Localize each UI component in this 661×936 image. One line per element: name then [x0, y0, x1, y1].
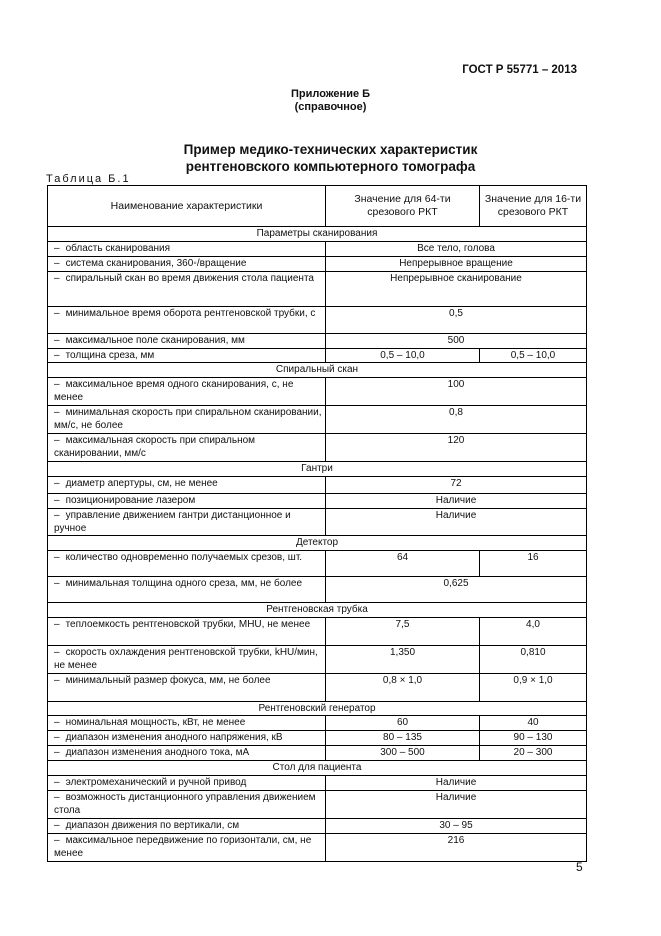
dash-marker: – [54, 478, 60, 489]
dash-marker: – [54, 792, 60, 803]
value-16-cell: 16 [480, 551, 587, 577]
value-cell: Наличие [326, 494, 587, 509]
value-cell: 0,8 [326, 406, 587, 434]
characteristic-cell [48, 819, 326, 834]
table-row [48, 716, 587, 731]
dash-marker: – [54, 258, 60, 269]
characteristic-name: максимальное поле сканирования, мм [65, 335, 245, 346]
characteristic-name: диапазон изменения анодного тока, мА [65, 747, 250, 758]
table-label: Таблица Б.1 [46, 173, 131, 185]
characteristic-cell [48, 776, 326, 791]
characteristic-cell [48, 731, 326, 746]
characteristic-cell [48, 618, 326, 646]
document-title [0, 141, 661, 175]
table-row [48, 477, 587, 494]
characteristic-name: толщина среза, мм [65, 350, 155, 361]
title-line-1: Пример медико-технических характеристик [183, 142, 478, 157]
value-cell: 100 [326, 378, 587, 406]
table-row [48, 494, 587, 509]
section-title: Рентгеновская трубка [48, 603, 587, 618]
value-16-cell: 20 – 300 [480, 746, 587, 761]
table-row [48, 509, 587, 536]
value-64-cell: 300 – 500 [326, 746, 480, 761]
characteristic-cell [48, 477, 326, 494]
table-row [48, 746, 587, 761]
table-header-row [48, 186, 587, 227]
characteristic-name: минимальная скорость при спиральном сканировании, мм/с, не более [54, 407, 322, 431]
characteristic-cell [48, 834, 326, 862]
dash-marker: – [54, 407, 60, 418]
section-row [48, 603, 587, 618]
characteristic-name: возможность дистанционного управления движением стола [54, 792, 316, 816]
value-64-cell: 1,350 [326, 646, 480, 674]
characteristic-cell [48, 307, 326, 334]
value-64-cell: 80 – 135 [326, 731, 480, 746]
characteristic-name: минимальное время оборота рентгеновской трубки, с [65, 308, 316, 319]
section-row [48, 536, 587, 551]
dash-marker: – [54, 647, 60, 658]
section-title: Стол для пациента [48, 761, 587, 776]
value-cell: Наличие [326, 776, 587, 791]
table-row [48, 577, 587, 603]
value-16-cell: 90 – 130 [480, 731, 587, 746]
dash-marker: – [54, 732, 60, 743]
dash-marker: – [54, 243, 60, 254]
title-line-2: рентгеновского компьютерного томографа [185, 159, 476, 174]
value-64-cell: 7,5 [326, 618, 480, 646]
characteristic-name: спиральный скан во время движения стола пациента [65, 273, 314, 284]
dash-marker: – [54, 510, 60, 521]
value-64-cell: 0,8 × 1,0 [326, 674, 480, 702]
table-row [48, 776, 587, 791]
section-title: Рентгеновский генератор [48, 702, 587, 716]
table-row [48, 349, 587, 363]
value-cell: Наличие [326, 509, 587, 536]
characteristic-cell [48, 551, 326, 577]
appendix-heading [0, 88, 661, 114]
section-title: Спиральный скан [48, 363, 587, 378]
dash-marker: – [54, 273, 60, 284]
value-16-cell: 0,810 [480, 646, 587, 674]
dash-marker: – [54, 335, 60, 346]
characteristic-cell [48, 674, 326, 702]
appendix-subtitle: (справочное) [294, 101, 367, 113]
characteristic-name: теплоемкость рентгеновской трубки, MHU, не менее [65, 619, 311, 630]
dash-marker: – [54, 747, 60, 758]
characteristic-cell [48, 242, 326, 257]
dash-marker: – [54, 675, 60, 686]
characteristic-cell [48, 791, 326, 819]
characteristic-name: минимальный размер фокуса, мм, не более [65, 675, 271, 686]
characteristic-cell [48, 509, 326, 536]
table-row [48, 257, 587, 272]
characteristic-cell [48, 646, 326, 674]
table-row [48, 272, 587, 307]
section-row [48, 702, 587, 716]
dash-marker: – [54, 308, 60, 319]
section-row [48, 363, 587, 378]
table-row [48, 378, 587, 406]
value-16-cell: 0,5 – 10,0 [480, 349, 587, 363]
characteristic-name: максимальное время одного сканирования, с, не менее [54, 379, 294, 403]
value-64-cell: 0,5 – 10,0 [326, 349, 480, 363]
characteristic-name: минимальная толщина одного среза, мм, не более [65, 578, 303, 589]
value-16-cell: 40 [480, 716, 587, 731]
characteristic-name: количество одновременно получаемых срезов, шт. [65, 552, 303, 563]
header-16: Значение для 16-ти срезового РКТ [480, 186, 587, 227]
table-row [48, 551, 587, 577]
table-row [48, 334, 587, 349]
value-16-cell: 0,9 × 1,0 [480, 674, 587, 702]
section-title: Гантри [48, 462, 587, 477]
characteristic-name: максимальная скорость при спиральном сканировании, мм/с [54, 435, 256, 459]
table-row [48, 646, 587, 674]
characteristic-name: диапазон движения по вертикали, см [65, 820, 240, 831]
section-title: Параметры сканирования [48, 227, 587, 242]
characteristic-cell [48, 378, 326, 406]
value-cell: 500 [326, 334, 587, 349]
value-cell: 72 [326, 477, 587, 494]
table-row [48, 307, 587, 334]
header-name: Наименование характеристики [48, 186, 326, 227]
characteristic-cell [48, 716, 326, 731]
dash-marker: – [54, 717, 60, 728]
dash-marker: – [54, 552, 60, 563]
section-title: Детектор [48, 536, 587, 551]
value-cell: Все тело, голова [326, 242, 587, 257]
characteristic-name: диаметр апертуры, см, не менее [65, 478, 218, 489]
page-number: 5 [576, 860, 583, 874]
characteristic-name: скорость охлаждения рентгеновской трубки, kHU/мин, не менее [54, 647, 318, 671]
section-row [48, 462, 587, 477]
value-cell: 216 [326, 834, 587, 862]
characteristic-cell [48, 334, 326, 349]
characteristic-cell [48, 406, 326, 434]
document-code: ГОСТ Р 55771 – 2013 [462, 64, 577, 76]
specs-table [47, 185, 587, 862]
characteristic-name: диапазон изменения анодного напряжения, кВ [65, 732, 283, 743]
characteristic-cell [48, 746, 326, 761]
characteristic-name: позиционирование лазером [65, 495, 196, 506]
characteristic-cell [48, 577, 326, 603]
characteristic-name: управление движением гантри дистанционное и ручное [54, 510, 291, 534]
characteristic-name: номинальная мощность, кВт, не менее [65, 717, 246, 728]
table-row [48, 618, 587, 646]
dash-marker: – [54, 350, 60, 361]
characteristic-name: область сканирования [65, 243, 171, 254]
value-16-cell: 4,0 [480, 618, 587, 646]
appendix-title: Приложение Б [290, 88, 371, 100]
characteristic-name: электромеханический и ручной привод [65, 777, 247, 788]
characteristic-name: максимальное передвижение по горизонтали, см, не менее [54, 835, 312, 859]
characteristic-cell [48, 257, 326, 272]
section-row [48, 227, 587, 242]
value-cell: Непрерывное сканирование [326, 272, 587, 307]
dash-marker: – [54, 435, 60, 446]
dash-marker: – [54, 777, 60, 788]
value-64-cell: 64 [326, 551, 480, 577]
dash-marker: – [54, 578, 60, 589]
value-cell: 0,5 [326, 307, 587, 334]
dash-marker: – [54, 835, 60, 846]
section-row [48, 761, 587, 776]
dash-marker: – [54, 619, 60, 630]
characteristic-cell [48, 272, 326, 307]
table-row [48, 674, 587, 702]
characteristic-cell [48, 434, 326, 462]
table-row [48, 819, 587, 834]
table-row [48, 731, 587, 746]
value-cell: 30 – 95 [326, 819, 587, 834]
characteristic-cell [48, 494, 326, 509]
dash-marker: – [54, 820, 60, 831]
dash-marker: – [54, 495, 60, 506]
value-cell: 120 [326, 434, 587, 462]
characteristic-cell [48, 349, 326, 363]
value-cell: Наличие [326, 791, 587, 819]
table-row [48, 406, 587, 434]
dash-marker: – [54, 379, 60, 390]
value-64-cell: 60 [326, 716, 480, 731]
header-64: Значение для 64-ти срезового РКТ [326, 186, 480, 227]
table-row [48, 791, 587, 819]
value-cell: 0,625 [326, 577, 587, 603]
table-row [48, 834, 587, 862]
table-row [48, 434, 587, 462]
value-cell: Непрерывное вращение [326, 257, 587, 272]
characteristic-name: система сканирования, 360◦/вращение [65, 258, 247, 269]
table-row [48, 242, 587, 257]
